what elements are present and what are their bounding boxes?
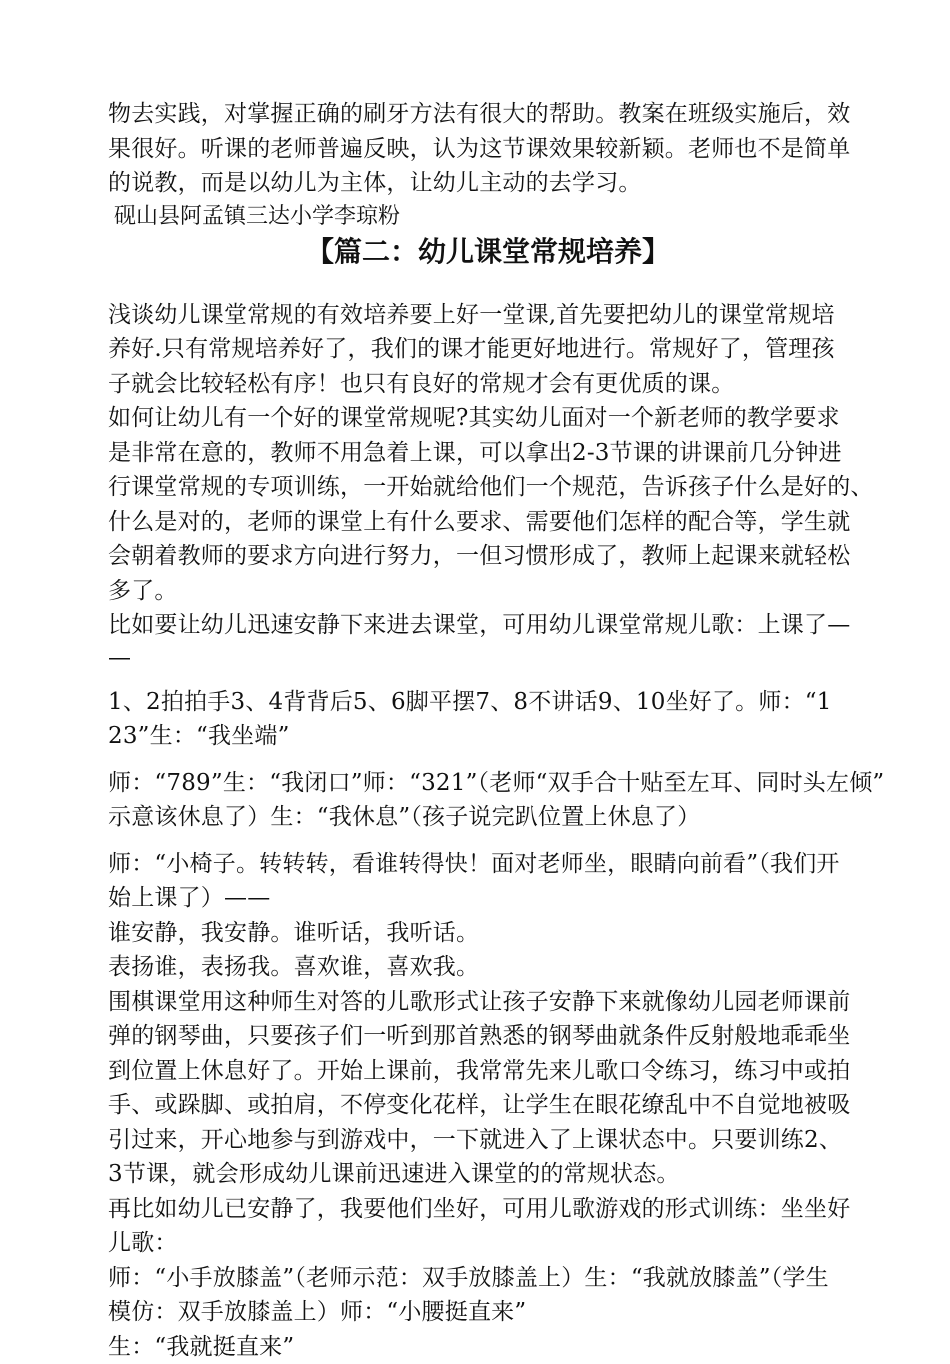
paragraph-line: 比如要让幼儿迅速安静下来进去课堂，可用幼儿课堂常规儿歌：上课了— — [108, 608, 868, 643]
paragraph-line: 多了。 — [108, 574, 868, 609]
paragraph-line: 浅谈幼儿课堂常规的有效培养要上好一堂课,首先要把幼儿的课堂常规培 — [108, 298, 868, 333]
paragraph-line: 示意该休息了）生：“我休息”（孩子说完趴位置上休息了） — [108, 800, 868, 835]
paragraph-line: 23”生：“我坐端” — [108, 719, 868, 754]
paragraph-line: 养好.只有常规培养好了，我们的课才能更好地进行。常规好了，管理孩 — [108, 332, 868, 367]
paragraph-line: 行课堂常规的专项训练，一开始就给他们一个规范，告诉孩子什么是好的、 — [108, 470, 868, 505]
paragraph-line: 师：“小手放膝盖”（老师示范：双手放膝盖上）生：“我就放膝盖”（学生 — [108, 1261, 868, 1296]
paragraph-line: 什么是对的，老师的课堂上有什么要求、需要他们怎样的配合等，学生就 — [108, 505, 868, 540]
paragraph-line: 师：“小椅子。转转转，看谁转得快！面对老师坐，眼睛向前看”（我们开 — [108, 847, 868, 882]
paragraph-line: 围棋课堂用这种师生对答的儿歌形式让孩子安静下来就像幼儿园老师课前 — [108, 985, 868, 1020]
paragraph-line: 师：“789”生：“我闭口”师：“321”（老师“双手合十贴至左耳、同时头左倾” — [108, 766, 868, 801]
paragraph-line: 1、2拍拍手3、4背背后5、6脚平摆7、8不讲话9、10坐好了。师：“1 — [108, 685, 868, 720]
paragraph-line: 3节课，就会形成幼儿课前迅速进入课堂的的常规状态。 — [108, 1157, 868, 1192]
paragraph-line: 到位置上休息好了。开始上课前，我常常先来儿歌口令练习，练习中或拍 — [108, 1054, 868, 1089]
paragraph-line: 弹的钢琴曲，只要孩子们一听到那首熟悉的钢琴曲就条件反射般地乖乖坐 — [108, 1019, 868, 1054]
paragraph-line: 儿歌： — [108, 1226, 868, 1261]
paragraph-line: 再比如幼儿已安静了，我要他们坐好，可用儿歌游戏的形式训练：坐坐好 — [108, 1192, 868, 1227]
paragraph-line: 引过来，开心地参与到游戏中，一下就进入了上课状态中。只要训练2、 — [108, 1123, 868, 1158]
paragraph-line: 始上课了）—— — [108, 881, 868, 916]
paragraph-line: 表扬谁，表扬我。喜欢谁，喜欢我。 — [108, 950, 868, 985]
paragraph-line: 的说教，而是以幼儿为主体，让幼儿主动的去学习。 — [108, 166, 868, 201]
paragraph-line: — — [108, 643, 868, 673]
paragraph-line: 是非常在意的，教师不用急着上课，可以拿出2-3节课的讲课前几分钟进 — [108, 436, 868, 471]
document-page — [108, 97, 868, 1364]
paragraph-line: 如何让幼儿有一个好的课堂常规呢?其实幼儿面对一个新老师的教学要求 — [108, 401, 868, 436]
paragraph-line: 谁安静，我安静。谁听话，我听话。 — [108, 916, 868, 951]
paragraph-line: 手、或跺脚、或拍肩，不停变化花样，让学生在眼花缭乱中不自觉地被吸 — [108, 1088, 868, 1123]
paragraph-line: 果很好。听课的老师普遍反映，认为这节课效果较新颖。老师也不是简单 — [108, 132, 868, 167]
paragraph-line: 模仿：双手放膝盖上）师：“小腰挺直来” — [108, 1295, 868, 1330]
paragraph-line: 生：“我就挺直来” — [108, 1330, 868, 1364]
paragraph-line: 会朝着教师的要求方向进行努力，一但习惯形成了，教师上起课来就轻松 — [108, 539, 868, 574]
paragraph-line: 物去实践，对掌握正确的刷牙方法有很大的帮助。教案在班级实施后，效 — [108, 97, 868, 132]
section-title: 【篇二：幼儿课堂常规培养】 — [108, 232, 868, 272]
author-signature: 砚山县阿孟镇三达小学李琼粉 — [108, 201, 868, 232]
paragraph-line: 子就会比较轻松有序！也只有良好的常规才会有更优质的课。 — [108, 367, 868, 402]
